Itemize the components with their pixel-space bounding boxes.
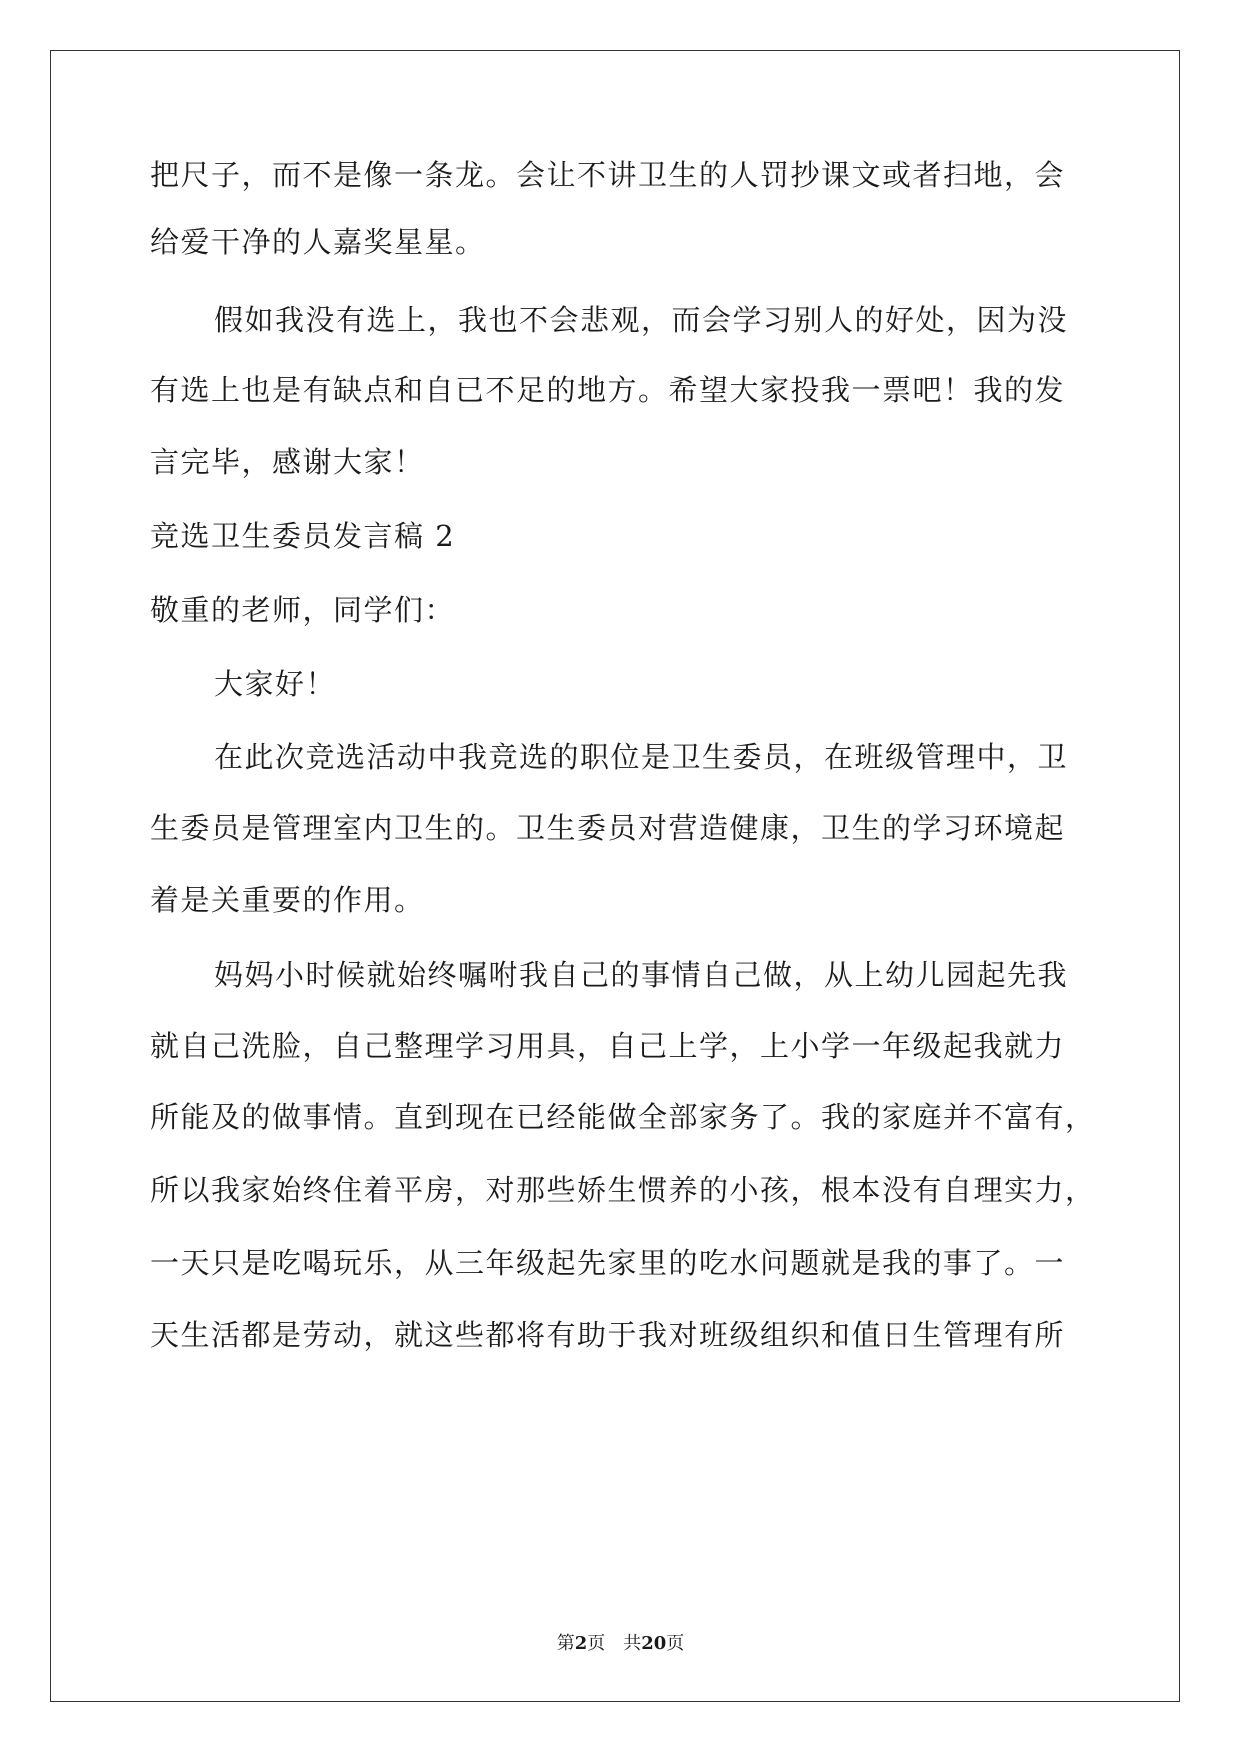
body-text-line: 假如我没有选上，我也不会悲观，而会学习别人的好处，因为没 bbox=[214, 303, 1069, 337]
body-text-line: 就自己洗脸，自己整理学习用具，自己上学，上小学一年级起我就力 bbox=[150, 1029, 1066, 1063]
body-text-line: 着是关重要的作用。 bbox=[150, 883, 425, 917]
body-text-line: 言完毕，感谢大家！ bbox=[150, 445, 425, 479]
body-text-line: 妈妈小时候就始终嘱咐我自己的事情自己做，从上幼儿园起先我 bbox=[214, 958, 1069, 992]
page-suffix: 页 bbox=[666, 1633, 685, 1654]
body-text-line: 生委员是管理室内卫生的。卫生委员对营造健康，卫生的学习环境起 bbox=[150, 811, 1066, 845]
body-text-line: 给爱干净的人嘉奖星星。 bbox=[150, 225, 486, 259]
page-border bbox=[50, 50, 1180, 1702]
body-text-line: 把尺子，而不是像一条龙。会让不讲卫生的人罚抄课文或者扫地，会 bbox=[150, 158, 1066, 192]
salutation: 敬重的老师，同学们： bbox=[150, 593, 456, 627]
page-mid: 页 共 bbox=[587, 1633, 642, 1654]
page-number-footer bbox=[0, 1632, 1241, 1656]
greeting: 大家好！ bbox=[214, 667, 337, 701]
body-text-line: 所以我家始终住着平房，对那些娇生惯养的小孩，根本没有自理实力， bbox=[150, 1173, 1096, 1207]
body-text-line: 一天只是吃喝玩乐，从三年级起先家里的吃水问题就是我的事了。一 bbox=[150, 1246, 1066, 1280]
current-page-number: 2 bbox=[574, 1633, 588, 1654]
body-text-line: 有选上也是有缺点和自已不足的地方。希望大家投我一票吧！我的发 bbox=[150, 373, 1066, 407]
body-text-line: 所能及的做事情。直到现在已经能做全部家务了。我的家庭并不富有， bbox=[150, 1100, 1096, 1134]
total-pages-number: 20 bbox=[641, 1633, 667, 1654]
body-text-line: 天生活都是劳动，就这些都将有助于我对班级组织和值日生管理有所 bbox=[150, 1318, 1066, 1352]
page-prefix: 第 bbox=[556, 1633, 575, 1654]
body-text-line: 在此次竞选活动中我竞选的职位是卫生委员，在班级管理中，卫 bbox=[214, 740, 1069, 774]
section-heading: 竞选卫生委员发言稿 2 bbox=[150, 519, 456, 553]
